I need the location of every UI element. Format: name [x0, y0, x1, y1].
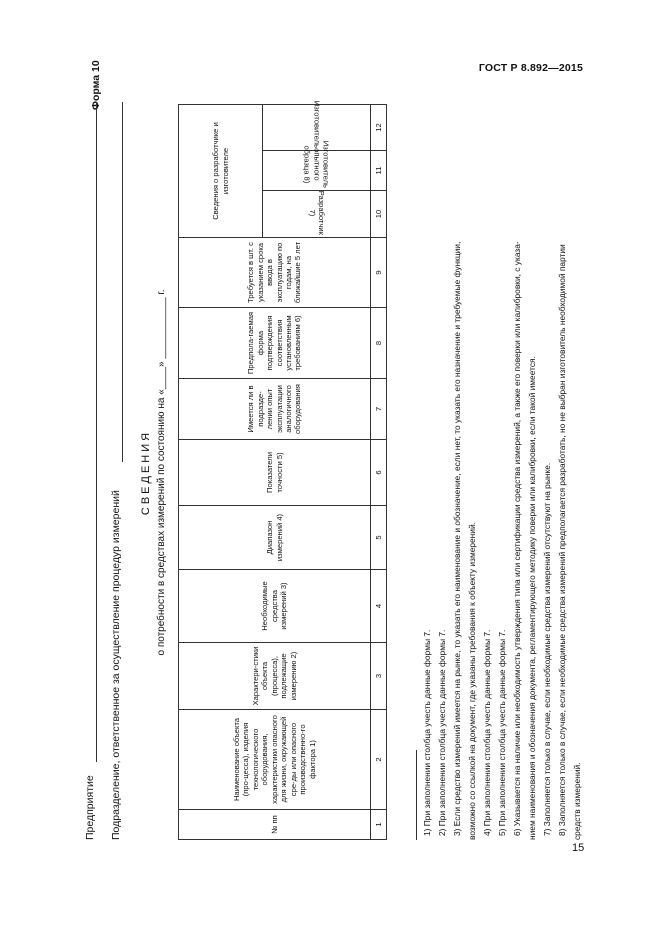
form-subtitle: о потребности в средствах измерений по состоянию на «____» ___________ г. [156, 289, 167, 656]
header-conformity: Предпола-гаемая форма подтверждения соответствия установленным требованиям 6) [179, 308, 371, 379]
header-range: Диапазон измерений 4) [179, 506, 371, 570]
header-accuracy: Показатели точности 5) [179, 440, 371, 506]
footnote: 8) Заполняется только в случае, если необходимые средства измерений предполагается разработать, но не выбран изготовитель необходимой партии [557, 244, 567, 836]
footnote: 6) Указывается на наличие или необходимость утверждения типа или сертификации средства измерений, а также его поверки или калибровки, с указа- [512, 241, 522, 836]
header-developer [263, 191, 371, 238]
header-group-developer: Сведения о разработчике и изготовителе [179, 105, 263, 238]
col-number: 4 [371, 570, 387, 643]
footnote: 3) Если средство измерений имеется на рынке, то указать его наименование и обозначение, если нет, то указать его назначение и требуемые функции, [452, 241, 462, 836]
header-required: Требуется в шт. с указанием срока ввода в эксплуатацию по годам, на ближайшие 5 лет [179, 238, 371, 308]
col-number: 6 [371, 440, 387, 506]
footnote: 1) При заполнении столбца учесть данные формы 7. [422, 629, 432, 836]
col-number: 9 [371, 238, 387, 308]
department-label: Подразделение, ответственное за осуществление процедур измерений [110, 490, 122, 840]
col-number: 1 [371, 810, 387, 840]
footnote-continuation: нием наименования и обозначения документа, регламентирующего методику поверки или калибровки, если такой имеется. [527, 356, 537, 840]
col-number: 8 [371, 308, 387, 379]
header-manufacturer [263, 100, 371, 151]
col-number: 10 [371, 191, 387, 238]
col-number: 2 [371, 710, 387, 810]
standard-header: ГОСТ Р 8.892—2015 [478, 62, 583, 74]
header-developer-text: Разработчик 7) [307, 190, 326, 235]
enterprise-label: Предприятие [84, 775, 96, 840]
header-num: № пп [179, 810, 371, 840]
footnote-continuation: средств измерений. [572, 762, 582, 840]
header-instruments: Необходимые средства измерений 3) [179, 570, 371, 643]
col-number: 11 [371, 151, 387, 191]
form-label: Форма 10 [90, 60, 102, 110]
footnote: 4) При заполнении столбца учесть данные формы 7. [482, 629, 492, 836]
enterprise-underline [96, 102, 97, 762]
header-manufacturer-text: Изготовитель [312, 100, 322, 148]
col-number: 7 [371, 379, 387, 440]
page-number: 15 [572, 842, 585, 854]
header-prototype-maker [263, 140, 371, 191]
footnote-divider [416, 750, 417, 840]
col-number: 3 [371, 643, 387, 710]
requirements-table [178, 100, 387, 840]
col-number: 5 [371, 506, 387, 570]
footnote-continuation: возможно со ссылкой на документ, где указаны требования к объекту измерений. [467, 522, 477, 840]
footnote: 7) Заполняется только в случае, если необходимые средства измерений отсутствуют на рынке. [542, 462, 552, 836]
footnote: 2) При заполнении столбца учесть данные формы 7. [437, 629, 447, 836]
header-experience: Имеется ли в подразде-лении опыт эксплуатации аналогичного оборудования [179, 379, 371, 440]
form-title: СВЕДЕНИЯ [140, 429, 152, 516]
footnote: 5) При заполнении столбца учесть данные формы 7. [497, 629, 507, 836]
col-number: 12 [371, 105, 387, 151]
header-object: Наименование объекта (про-цесса), изделия технологического оборудования, характеристики опасного для жизни, окружающей сре-ды или опасного производственно-го фактора 1) [179, 710, 371, 810]
header-prototype-maker-text: Изготовитель опытного образца 8) [302, 140, 331, 188]
header-characteristics: Характери-стики объекта (процесса), подлежащие измерению 2) [179, 643, 371, 710]
department-underline [122, 102, 123, 462]
